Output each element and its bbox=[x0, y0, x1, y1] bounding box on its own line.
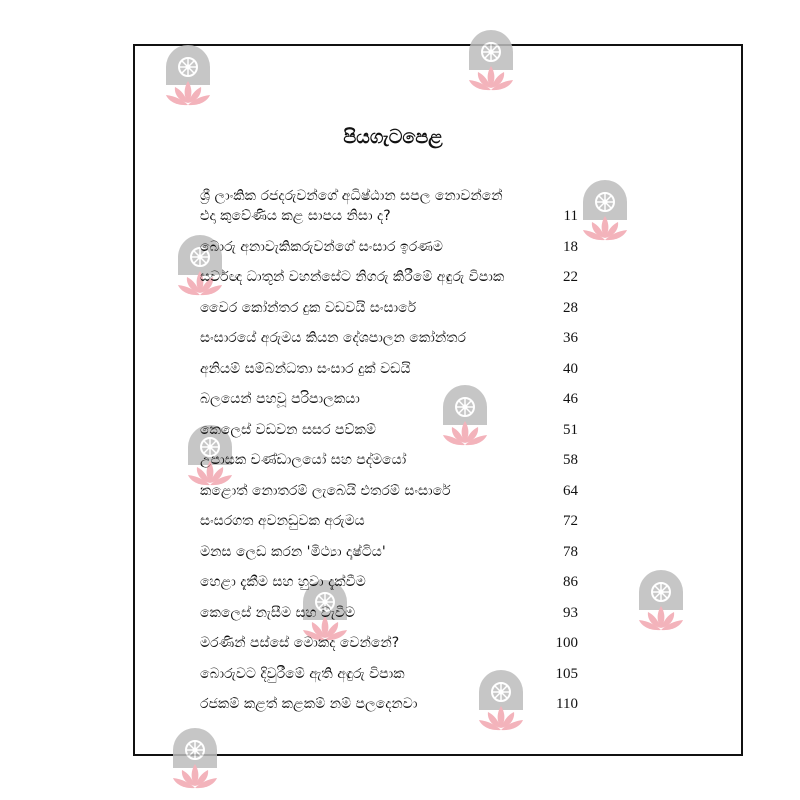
toc-page-number: 36 bbox=[563, 330, 578, 346]
toc-entry bbox=[200, 420, 578, 440]
toc-page-number: 100 bbox=[555, 635, 578, 651]
toc-entry-title: කෙලෙස් නැසීම සහ වැවීම bbox=[200, 604, 356, 621]
toc-entry bbox=[200, 694, 578, 714]
toc-page-number: 78 bbox=[563, 543, 578, 560]
watermark-logo-icon bbox=[580, 180, 630, 244]
toc-entry-title: උපාසක චණ්ඩාලයෝ සහ පද්මයෝ bbox=[200, 452, 407, 468]
toc-page-number: 93 bbox=[563, 604, 578, 621]
toc-entry-title: වෛර කෝන්තර දුක වඩවයි සංසාරේ bbox=[200, 299, 417, 316]
toc-entry-title: මනස ලෙඩ කරන 'මිථ්‍යා දෘෂ්ටිය' bbox=[200, 543, 386, 560]
toc-entry-title: බොරුවට දිවුරීමේ ඇති අඳුරු විපාක bbox=[200, 665, 405, 682]
watermark-logo-icon bbox=[636, 570, 686, 634]
toc-entry bbox=[200, 389, 578, 409]
toc-page-number: 72 bbox=[563, 513, 578, 529]
toc-page-number: 110 bbox=[556, 696, 578, 712]
toc-entry bbox=[200, 298, 578, 318]
toc-entry-title: ශ්‍රී ලාංකික රජදරුවන්ගේ අධිෂ්ඨාන සපල නොවන්නේ bbox=[200, 188, 503, 204]
toc-page-number: 58 bbox=[563, 452, 578, 468]
toc-page-number: 28 bbox=[563, 299, 578, 316]
watermark-logo-icon bbox=[170, 728, 220, 792]
toc-entry bbox=[200, 603, 578, 623]
toc-entry-title: මරණින් පස්සේ මොකද වෙන්නේ? bbox=[200, 635, 400, 651]
toc-page-number: 46 bbox=[563, 391, 578, 407]
toc-entry-title: සංසාරයේ අරුමය කියන දේශපාලන කෝන්තර bbox=[200, 330, 467, 346]
toc-entry bbox=[200, 664, 578, 684]
toc-entry-title: අනියම් සම්බන්ධතා සංසාර දුක් වඩයි bbox=[200, 360, 411, 377]
toc-entry-title: බලයෙන් පහවූ පරිපාලකයා bbox=[200, 391, 360, 407]
watermark-logo-icon bbox=[466, 30, 516, 94]
toc-entry bbox=[200, 511, 578, 531]
toc-entry bbox=[200, 572, 578, 592]
toc-entry-title: කළොත් නොතරම් ලැබෙයි එතරම් සංසාරේ bbox=[200, 482, 451, 499]
toc-entry-title: කෙලෙස් වඩවන සසර පව්කම් bbox=[200, 421, 376, 438]
toc-page-number: 11 bbox=[563, 208, 578, 224]
toc-entry bbox=[200, 450, 578, 470]
toc-entry bbox=[200, 633, 578, 653]
toc-page-number: 22 bbox=[563, 269, 578, 285]
toc-entry-title: හෙළා දැකීම සහ හුවා දැක්වීම bbox=[200, 574, 366, 590]
toc-entry bbox=[200, 328, 578, 348]
toc-entry-title: රජකම් කළත් කළකම් නම් පලදෙනවා bbox=[200, 696, 418, 712]
toc-page-number: 51 bbox=[563, 421, 578, 438]
toc-entry-title: සර්වඥ ධාතූන් වහන්සේට නිගරු කිරීමේ අඳුරු විපාක bbox=[200, 269, 505, 285]
page-title: පියගැටපෙළ bbox=[343, 126, 443, 148]
toc-page-number: 86 bbox=[563, 574, 578, 590]
toc-page-number: 18 bbox=[563, 238, 578, 255]
toc-entry-title: සංසරගත අවනඩුවක අරුමය bbox=[200, 513, 365, 529]
toc-entry bbox=[200, 542, 578, 562]
toc-entry bbox=[200, 267, 578, 287]
toc-entry-title: බොරු අනාවැකිකරුවන්ගේ සංසාර ඉරණම bbox=[200, 238, 443, 255]
toc-page-number: 40 bbox=[563, 360, 578, 377]
toc-entry bbox=[200, 237, 578, 257]
toc-page-number: 64 bbox=[563, 482, 578, 499]
toc-entry bbox=[200, 359, 578, 379]
toc-entry-title: එදා කුවේණිය කළ සාපය නිසා ද? bbox=[200, 208, 391, 224]
watermark-logo-icon bbox=[163, 45, 213, 109]
toc-page-number: 105 bbox=[555, 665, 578, 682]
toc-entry bbox=[200, 186, 578, 226]
toc-entry bbox=[200, 481, 578, 501]
